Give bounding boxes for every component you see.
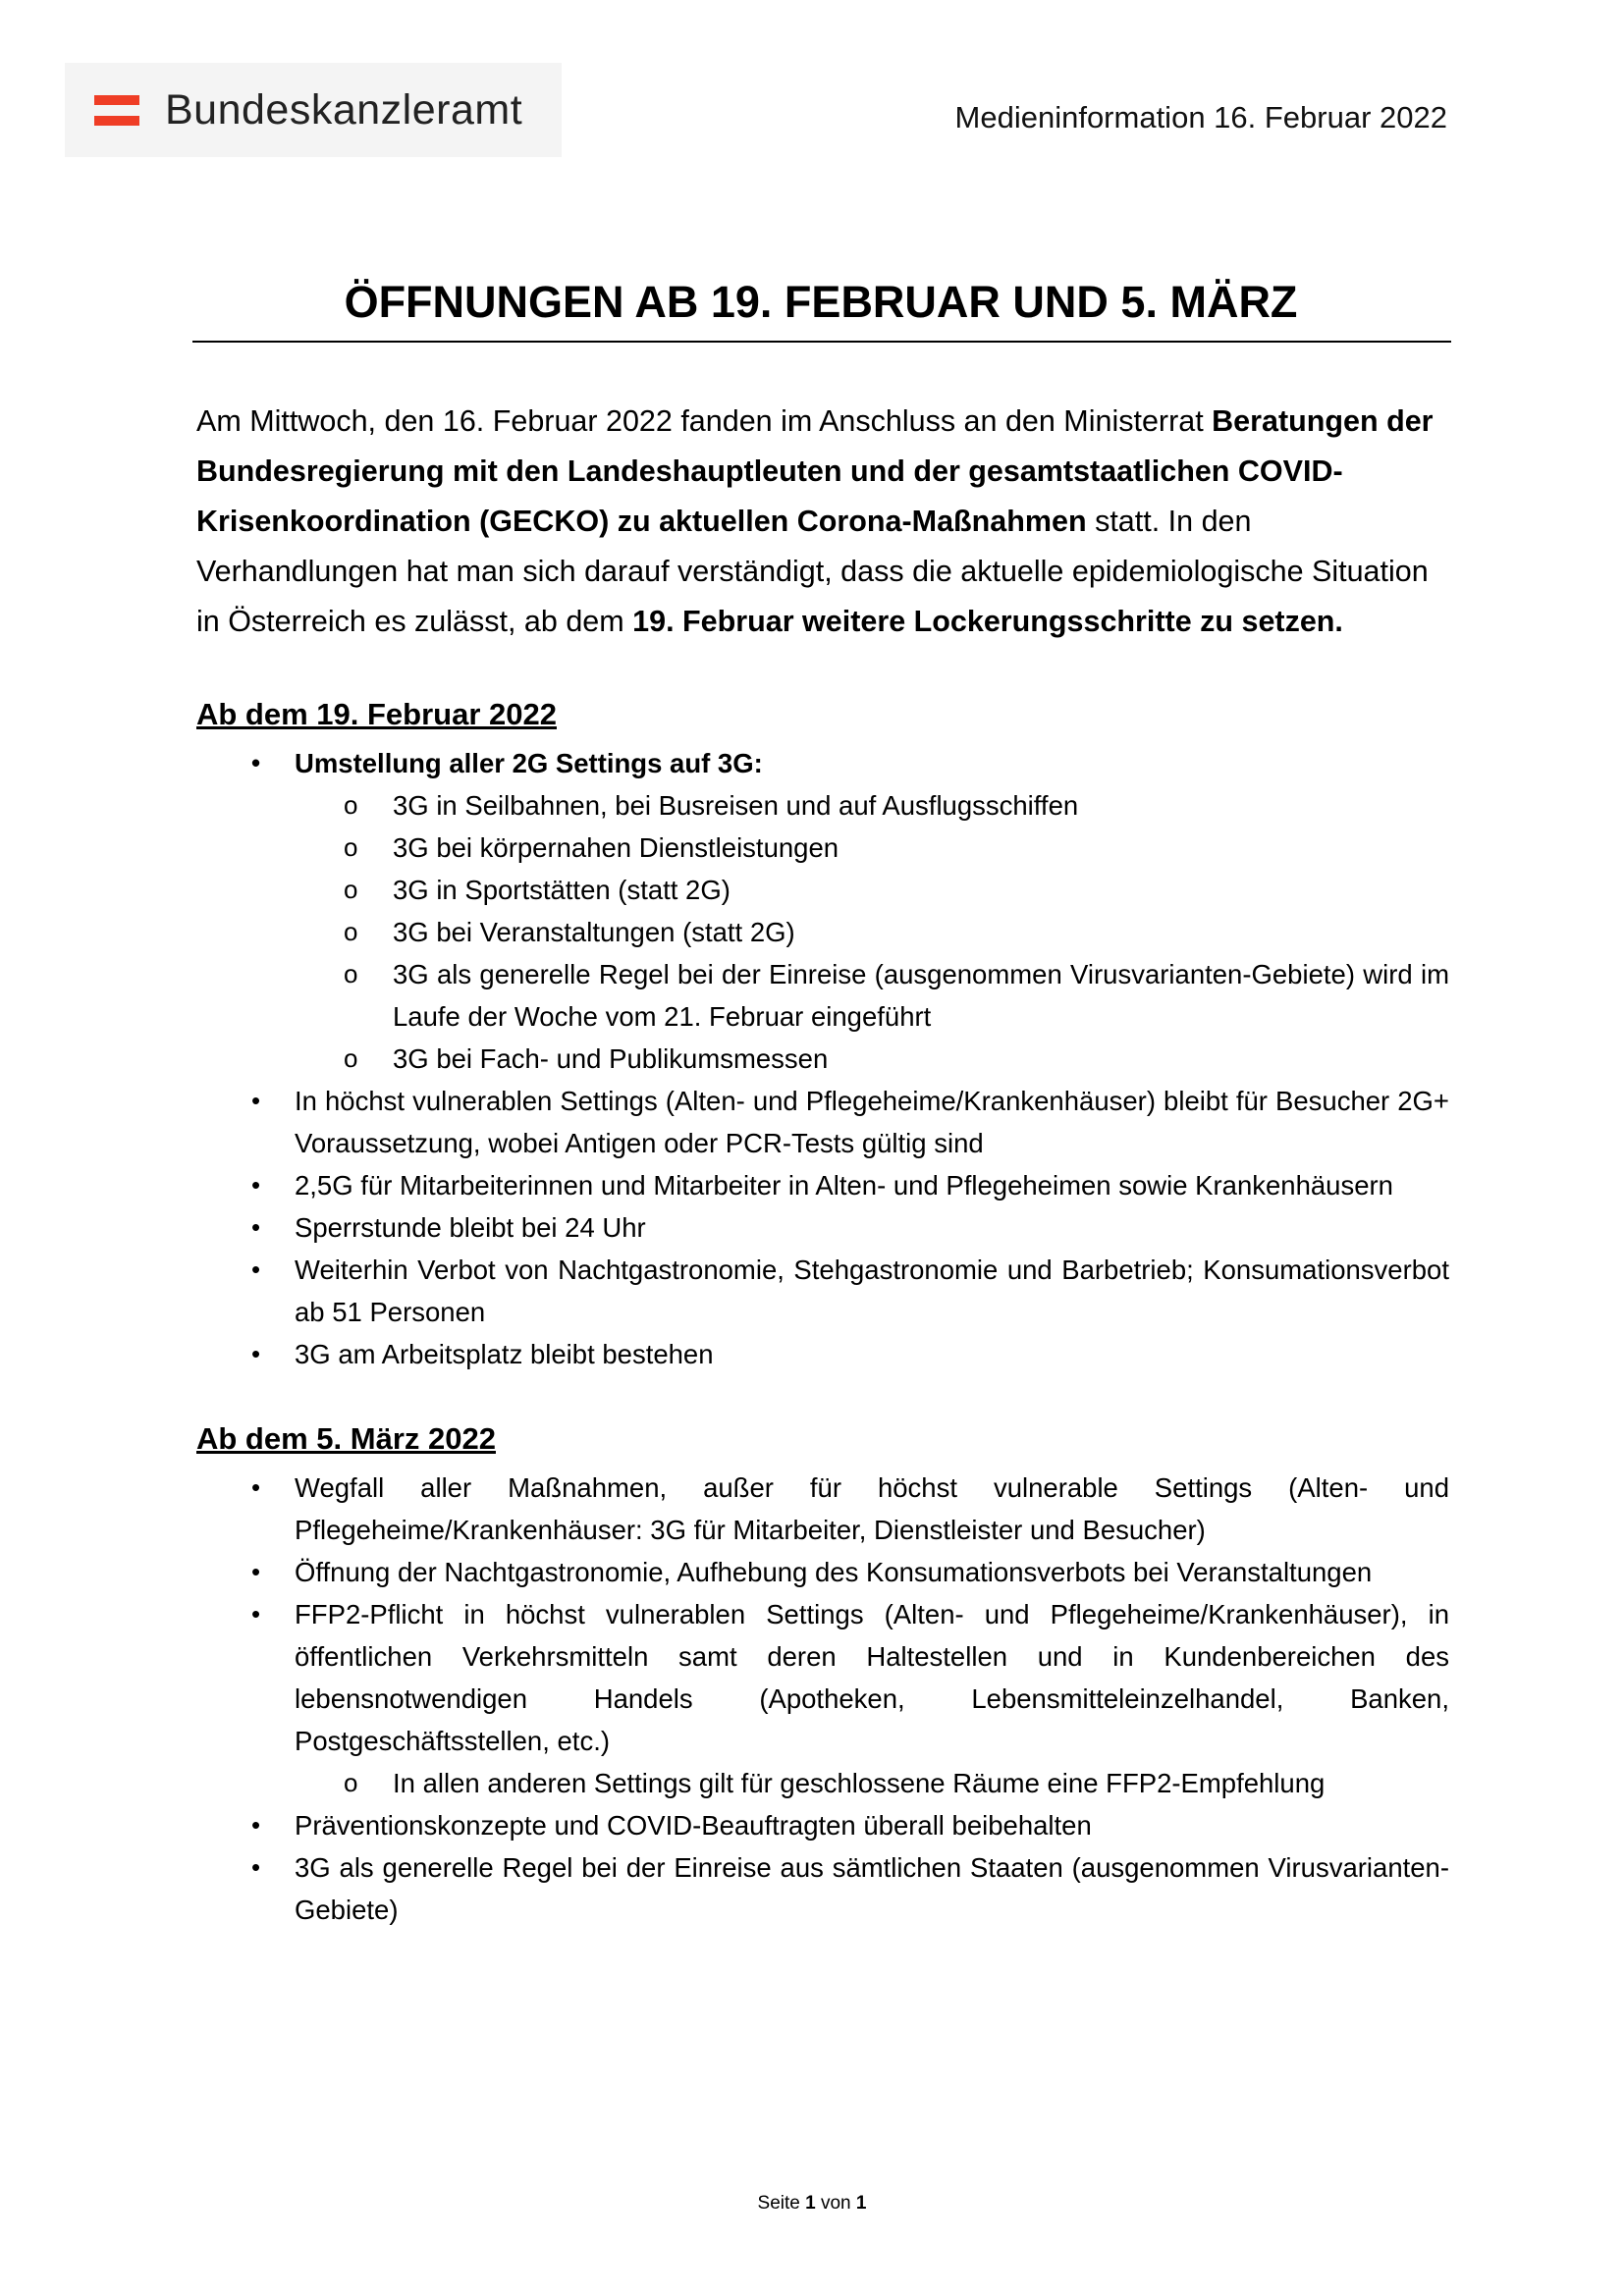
bullet-icon: • — [251, 1852, 261, 1882]
sub-list-item: o 3G bei Veranstaltungen (statt 2G) — [196, 911, 1449, 953]
intro-text-2: statt. In den Verhandlungen hat man sich darauf verständigt, dass die aktuelle epidemiologische Situation in Österreich es zulässt, ab dem — [196, 505, 1429, 638]
list-item: • Sperrstunde bleibt bei 24 Uhr — [196, 1206, 1449, 1249]
sub-bullet-icon: o — [344, 917, 358, 946]
page-footer: Seite 1 von 1 — [757, 2193, 867, 2214]
section-heading-mar: Ab dem 5. März 2022 — [196, 1421, 496, 1456]
bullet-icon: • — [251, 1599, 261, 1629]
list-item: • Wegfall aller Maßnahmen, außer für höchst vulnerable Settings (Alten- und Pflegeheime/Krankenhäuser: 3G für Mitarbeiter, Dienstleister und Besucher) — [196, 1467, 1449, 1551]
sub-bullet-icon: o — [344, 1043, 358, 1073]
sub-list-item: o 3G in Sportstätten (statt 2G) — [196, 869, 1449, 911]
list-mar — [196, 1467, 1449, 1931]
bullet-icon: • — [251, 1255, 261, 1284]
list-item: • 2,5G für Mitarbeiterinnen und Mitarbeiter in Alten- und Pflegeheimen sowie Krankenhäusern — [196, 1164, 1449, 1206]
list-item: • Umstellung aller 2G Settings auf 3G: — [196, 742, 1449, 784]
intro-bold-1: Beratungen der Bundesregierung mit den Landeshauptleuten und der gesamtstaatlichen COVID-Krisenkoordination (GECKO) zu aktuellen Corona-Maßnahmen — [196, 404, 1434, 538]
bullet-icon: • — [251, 1086, 261, 1115]
document-label: Medieninformation 16. Februar 2022 — [954, 100, 1447, 134]
title-divider — [192, 341, 1451, 343]
bullet-icon: • — [251, 1810, 261, 1840]
sub-bullet-icon: o — [344, 1768, 358, 1797]
sub-bullet-icon: o — [344, 875, 358, 904]
list-feb — [196, 742, 1449, 1375]
list-item: • Weiterhin Verbot von Nachtgastronomie, Stehgastronomie und Barbetrieb; Konsumationsverbot ab 51 Personen — [196, 1249, 1449, 1333]
bundeskanzleramt-logo — [65, 63, 562, 157]
list-item: • FFP2-Pflicht in höchst vulnerablen Settings (Alten- und Pflegeheime/Krankenhäuser), in öffentlichen Verkehrsmitteln samt deren Haltestellen und in Kundenbereichen des lebensnotwendigen Handels (Apotheken, Lebensmitteleinzelhandel, Banken, Postgeschäftsstellen, etc.) — [196, 1593, 1449, 1762]
bullet-icon: • — [251, 1472, 261, 1502]
sub-list-item: o 3G bei Fach- und Publikumsmessen — [196, 1038, 1449, 1080]
sub-list-item: o 3G bei körpernahen Dienstleistungen — [196, 827, 1449, 869]
bullet-icon: • — [251, 1339, 261, 1368]
bullet-icon: • — [251, 748, 261, 777]
list-item: • 3G als generelle Regel bei der Einreise aus sämtlichen Staaten (ausgenommen Virusvarianten-Gebiete) — [196, 1846, 1449, 1931]
bullet-icon: • — [251, 1557, 261, 1586]
list-item: • 3G am Arbeitsplatz bleibt bestehen — [196, 1333, 1449, 1375]
sub-list-item: o 3G in Seilbahnen, bei Busreisen und auf Ausflugsschiffen — [196, 784, 1449, 827]
sub-bullet-icon: o — [344, 832, 358, 862]
sub-bullet-icon: o — [344, 790, 358, 820]
list-item: • Öffnung der Nachtgastronomie, Aufhebung des Konsumationsverbots bei Veranstaltungen — [196, 1551, 1449, 1593]
intro-text-1: Am Mittwoch, den 16. Februar 2022 fanden im Anschluss an den Ministerrat — [196, 404, 1213, 438]
page-title: ÖFFNUNGEN AB 19. FEBRUAR UND 5. MÄRZ — [344, 277, 1298, 327]
intro-bold-2: 19. Februar weitere Lockerungsschritte zu setzen. — [632, 605, 1343, 638]
intro-paragraph — [196, 397, 1449, 647]
bullet-icon: • — [251, 1170, 261, 1200]
austrian-flag-icon — [94, 92, 139, 128]
list-item: • In höchst vulnerablen Settings (Alten- und Pflegeheime/Krankenhäuser) bleibt für Besucher 2G+ Voraussetzung, wobei Antigen oder PCR-Tests gültig sind — [196, 1080, 1449, 1164]
logo-text: Bundeskanzleramt — [165, 85, 523, 133]
sub-bullet-icon: o — [344, 959, 358, 988]
sub-list-item: o In allen anderen Settings gilt für geschlossene Räume eine FFP2-Empfehlung — [196, 1762, 1449, 1804]
section-heading-feb: Ab dem 19. Februar 2022 — [196, 697, 557, 731]
sub-list-item: o 3G als generelle Regel bei der Einreise (ausgenommen Virusvarianten-Gebiete) wird im Laufe der Woche vom 21. Februar eingeführt — [196, 953, 1449, 1038]
list-item: • Präventionskonzepte und COVID-Beauftragten überall beibehalten — [196, 1804, 1449, 1846]
bullet-icon: • — [251, 1212, 261, 1242]
